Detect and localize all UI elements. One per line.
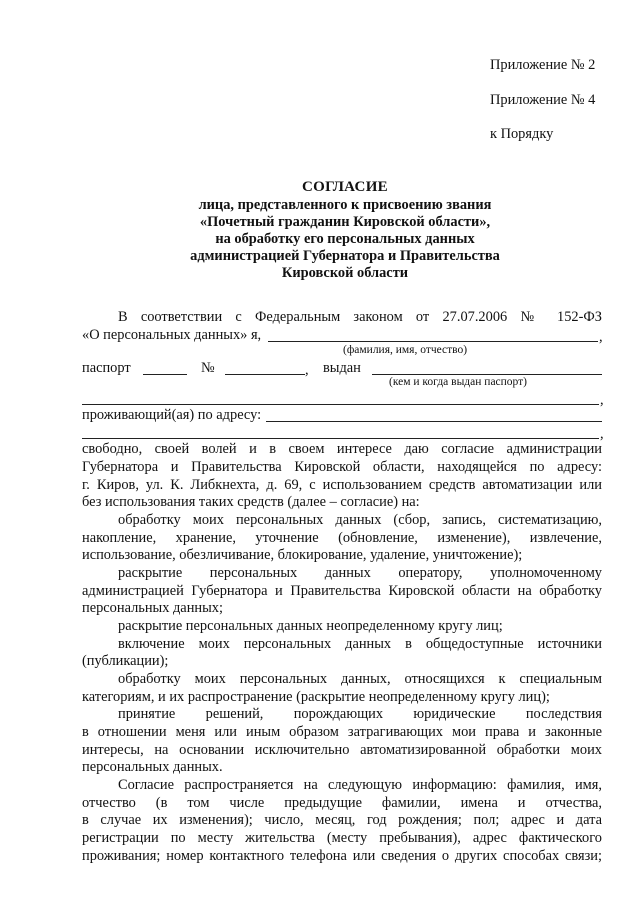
body-line: Губернатора и Правительства Кировской области, находящейся по адресу: — [82, 459, 602, 475]
passport-issued-field[interactable] — [372, 374, 602, 375]
body-line: регистрации по месту жительства (месту пребывания), адрес фактического — [82, 830, 602, 846]
body-line: проживания; номер контактного телефона или сведения о других способах связи; — [82, 848, 602, 864]
appendix-label-2: Приложение № 4 — [490, 92, 596, 108]
body-line: обработку моих персональных данных, относящихся к специальным — [118, 671, 602, 687]
body-line: обработку моих персональных данных (сбор, запись, систематизацию, — [118, 512, 602, 528]
body-line: интересы, на основании исключительно автоматизированной обработки моих — [82, 742, 602, 758]
body-line: свободно, своей волей и в своем интересе даю согласие администрации — [82, 441, 602, 457]
comma: , — [600, 426, 604, 442]
intro-line: В соответствии с Федеральным законом от 27.07.2006 № 152-ФЗ — [118, 309, 602, 325]
fio-field[interactable] — [268, 341, 598, 342]
body-line: принятие решений, порождающих юридические последствия — [118, 706, 602, 722]
body-line: в случае их изменения); число, месяц, год рождения; пол; адрес и дата — [82, 812, 602, 828]
body-line: персональных данных. — [82, 759, 223, 775]
appendix-label-1: Приложение № 2 — [490, 57, 596, 73]
address-field-continued[interactable] — [82, 438, 599, 439]
passport-issued-field-continued[interactable] — [82, 404, 599, 405]
body-line: (публикации); — [82, 653, 169, 669]
address-label: проживающий(ая) по адресу: — [82, 407, 262, 423]
body-line: администрацией Губернатора и Правительства Кировской области на обработку — [82, 583, 602, 599]
body-line: раскрытие персональных данных оператору, уполномоченному — [118, 565, 602, 581]
address-field[interactable] — [266, 421, 602, 422]
body-line: в отношении меня или иным образом затрагивающих мои права и законные — [82, 724, 602, 740]
body-line: использование, обезличивание, блокирование, удаление, уничтожение); — [82, 547, 523, 563]
document-title — [150, 179, 540, 282]
issued-label: выдан — [323, 360, 361, 376]
title-line: «Почетный гражданин Кировской области», — [199, 214, 491, 230]
body-line: Согласие распространяется на следующую информацию: фамилия, имя, — [118, 777, 602, 793]
title-line: Кировской области — [281, 265, 409, 281]
passport-label: паспорт — [82, 360, 131, 376]
appendix-label-3: к Порядку — [490, 126, 554, 142]
issued-hint: (кем и когда выдан паспорт) — [389, 376, 528, 388]
fio-hint: (фамилия, имя, отчество) — [343, 344, 468, 356]
body-line: раскрытие персональных данных неопределенному кругу лиц; — [118, 618, 503, 634]
passport-number-field[interactable] — [225, 374, 305, 375]
intro-line-2: «О персональных данных» я, — [82, 327, 262, 343]
body-line: отчество (в том числе предыдущие фамилии, имена и отчества, — [82, 795, 602, 811]
comma: , — [599, 329, 603, 345]
title-line: лица, представленного к присвоению звания — [198, 197, 492, 213]
title-main: СОГЛАСИЕ — [302, 179, 388, 195]
title-line: на обработку его персональных данных — [215, 231, 475, 247]
title-line: администрацией Губернатора и Правительства — [190, 248, 500, 264]
comma: , — [600, 392, 604, 408]
number-sign: № — [201, 360, 215, 376]
passport-series-field[interactable] — [143, 374, 187, 375]
comma: , — [305, 362, 309, 378]
body-line: накопление, хранение, уточнение (обновление, изменение), извлечение, — [82, 530, 602, 546]
body-line: без использования таких средств (далее – согласие) на: — [82, 494, 420, 510]
body-line: категориям, и их распространение (раскрытие неопределенному кругу лиц); — [82, 689, 550, 705]
body-line: включение моих персональных данных в общедоступные источники — [118, 636, 602, 652]
body-line: персональных данных; — [82, 600, 223, 616]
body-line: г. Киров, ул. К. Либкнехта, д. 69, с использованием средств автоматизации или — [82, 477, 602, 493]
